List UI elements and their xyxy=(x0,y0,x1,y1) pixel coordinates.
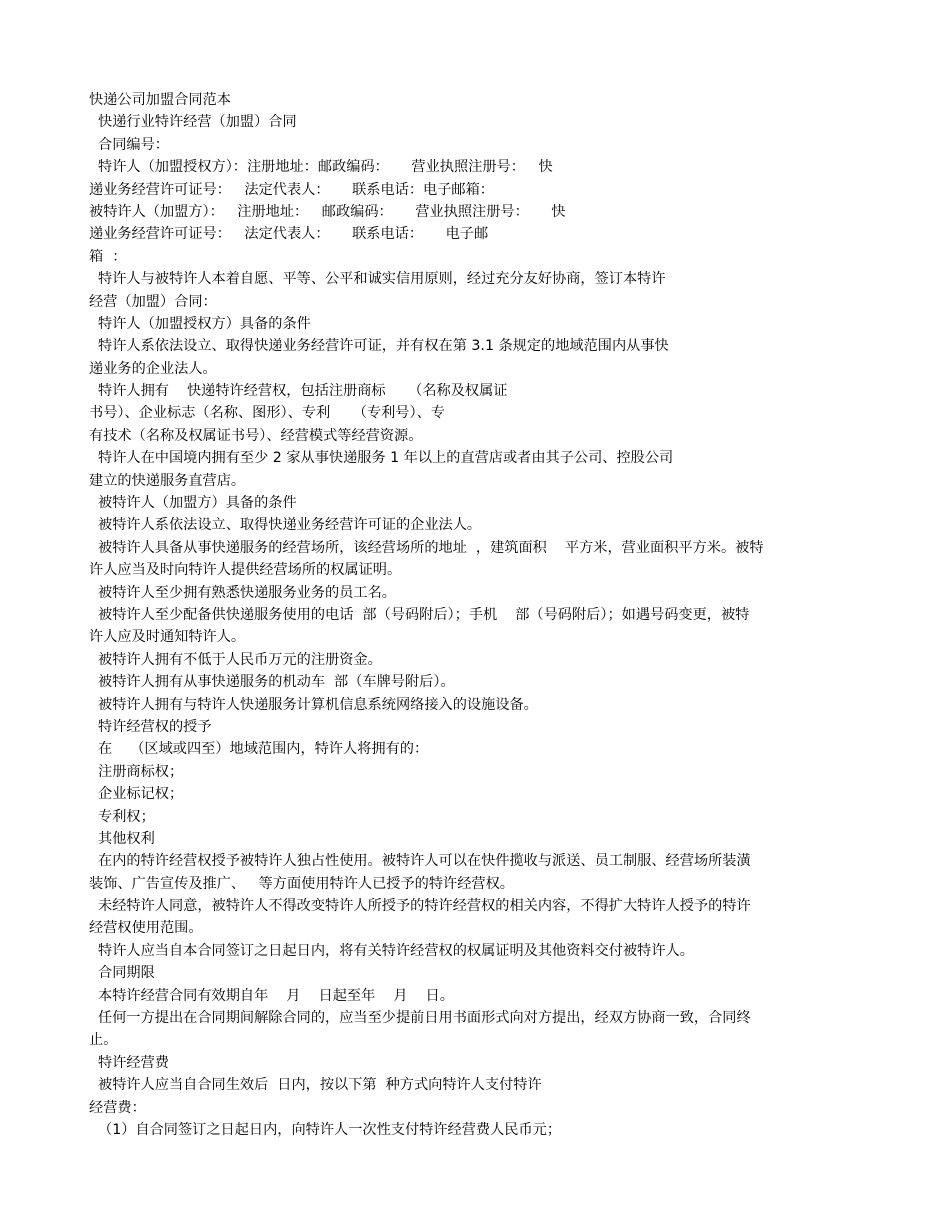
section-heading: 合同期限 xyxy=(89,965,155,982)
text-line: 被特许人至少拥有熟悉快递服务业务的员工名。 xyxy=(89,584,396,601)
contract-heading: 快递行业特许经营（加盟）合同 xyxy=(89,114,297,131)
text-line: 止。 xyxy=(89,1032,118,1049)
text-line: 特许人在中国境内拥有至少 2 家从事快递服务 1 年以上的直营店或者由其子公司、控股公司 xyxy=(89,450,674,467)
text-line: 装饰、广告宣传及推广、 等方面使用特许人已授予的特许经营权。 xyxy=(89,875,514,892)
document-body xyxy=(89,89,864,1141)
text-line: 特许人应当自本合同签订之日起日内，将有关特许经营权的权属证明及其他资料交付被特许人。 xyxy=(89,942,694,959)
text-line: 任何一方提出在合同期间解除合同的，应当至少提前日用书面形式向对方提出，经双方协商一致，合同终 xyxy=(89,1010,751,1027)
text-line: 特许人（加盟授权方）：注册地址：邮政编码： 营业执照注册号： 快 xyxy=(89,159,553,176)
text-line: 许人应当及时向特许人提供经营场所的权属证明。 xyxy=(89,562,402,579)
text-line: 被特许人应当自合同生效后 日内，按以下第 种方式向特许人支付特许 xyxy=(89,1077,542,1094)
text-line: 递业务的企业法人。 xyxy=(89,360,217,377)
text-line: 被特许人系依法设立、取得快递业务经营许可证的企业法人。 xyxy=(89,517,482,534)
list-item: 其他权利 xyxy=(89,830,155,847)
text-line: 被特许人拥有与特许人快递服务计算机信息系统网络接入的设施设备。 xyxy=(89,696,538,713)
text-line: 递业务经营许可证号： 法定代表人： 联系电话： 电子邮 xyxy=(89,226,489,243)
text-line: 未经特许人同意，被特许人不得改变特许人所授予的特许经营权的相关内容，不得扩大特许人授予的特许 xyxy=(89,898,751,915)
contract-number: 合同编号： xyxy=(89,136,169,153)
text-line: 被特许人至少配备供快递服务使用的电话 部（号码附后）；手机 部（号码附后）；如遇号码变更，被特 xyxy=(89,606,750,623)
section-heading: 特许人（加盟授权方）具备的条件 xyxy=(89,315,311,332)
section-heading: 特许经营权的授予 xyxy=(89,718,212,735)
text-line: 被特许人具备从事快递服务的经营场所，该经营场所的地址 ，建筑面积 平方米，营业面积平方米。被特 xyxy=(89,539,764,556)
text-line: 许人应及时通知特许人。 xyxy=(89,629,246,646)
text-line: 经营权使用范围。 xyxy=(89,920,203,937)
text-line: 经营（加盟）合同： xyxy=(89,293,217,310)
section-heading: 被特许人（加盟方）具备的条件 xyxy=(89,495,297,512)
text-line: 经营费： xyxy=(89,1099,146,1116)
text-line: 特许人拥有 快递特许经营权，包括注册商标 （名称及权属证 xyxy=(89,383,508,400)
list-item: 专利权； xyxy=(89,808,155,825)
document-title: 快递公司加盟合同范本 xyxy=(89,92,231,108)
text-line: 递业务经营许可证号： 法定代表人： 联系电话：电子邮箱： xyxy=(89,181,494,198)
list-item: 注册商标权； xyxy=(89,763,184,780)
text-line: 书号）、企业标志（名称、图形）、专利 （专利号）、专 xyxy=(89,405,445,422)
text-line: 建立的快递服务直营店。 xyxy=(89,472,246,489)
text-line: 在内的特许经营权授予被特许人独占性使用。被特许人可以在快件揽收与派送、员工制服、经营场所装潢 xyxy=(89,853,751,870)
text-line: 箱 ： xyxy=(89,248,127,265)
text-line: 本特许经营合同有效期自年 月 日起至年 月 日。 xyxy=(89,987,454,1004)
text-line: 被特许人拥有从事快递服务的机动车 部（车牌号附后）。 xyxy=(89,674,455,691)
text-line: 特许人系依法设立、取得快递业务经营许可证，并有权在第 3.1 条规定的地域范围内从事快 xyxy=(89,338,669,355)
section-heading: 特许经营费 xyxy=(89,1054,169,1071)
list-item: （1）自合同签订之日起日内，向特许人一次性支付特许经营费人民币元； xyxy=(89,1121,562,1138)
list-item: 企业标记权； xyxy=(89,786,184,803)
text-line: 被特许人拥有不低于人民币万元的注册资金。 xyxy=(89,651,382,668)
text-line: 有技术（名称及权属证书号）、经营模式等经营资源。 xyxy=(89,427,423,444)
text-line: 被特许人（加盟方）： 注册地址： 邮政编码： 营业执照注册号： 快 xyxy=(89,203,566,220)
text-line: 特许人与被特许人本着自愿、平等、公平和诚实信用原则，经过充分友好协商，签订本特许 xyxy=(89,271,666,288)
text-line: 在 （区域或四至）地域范围内，特许人将拥有的： xyxy=(89,741,429,758)
